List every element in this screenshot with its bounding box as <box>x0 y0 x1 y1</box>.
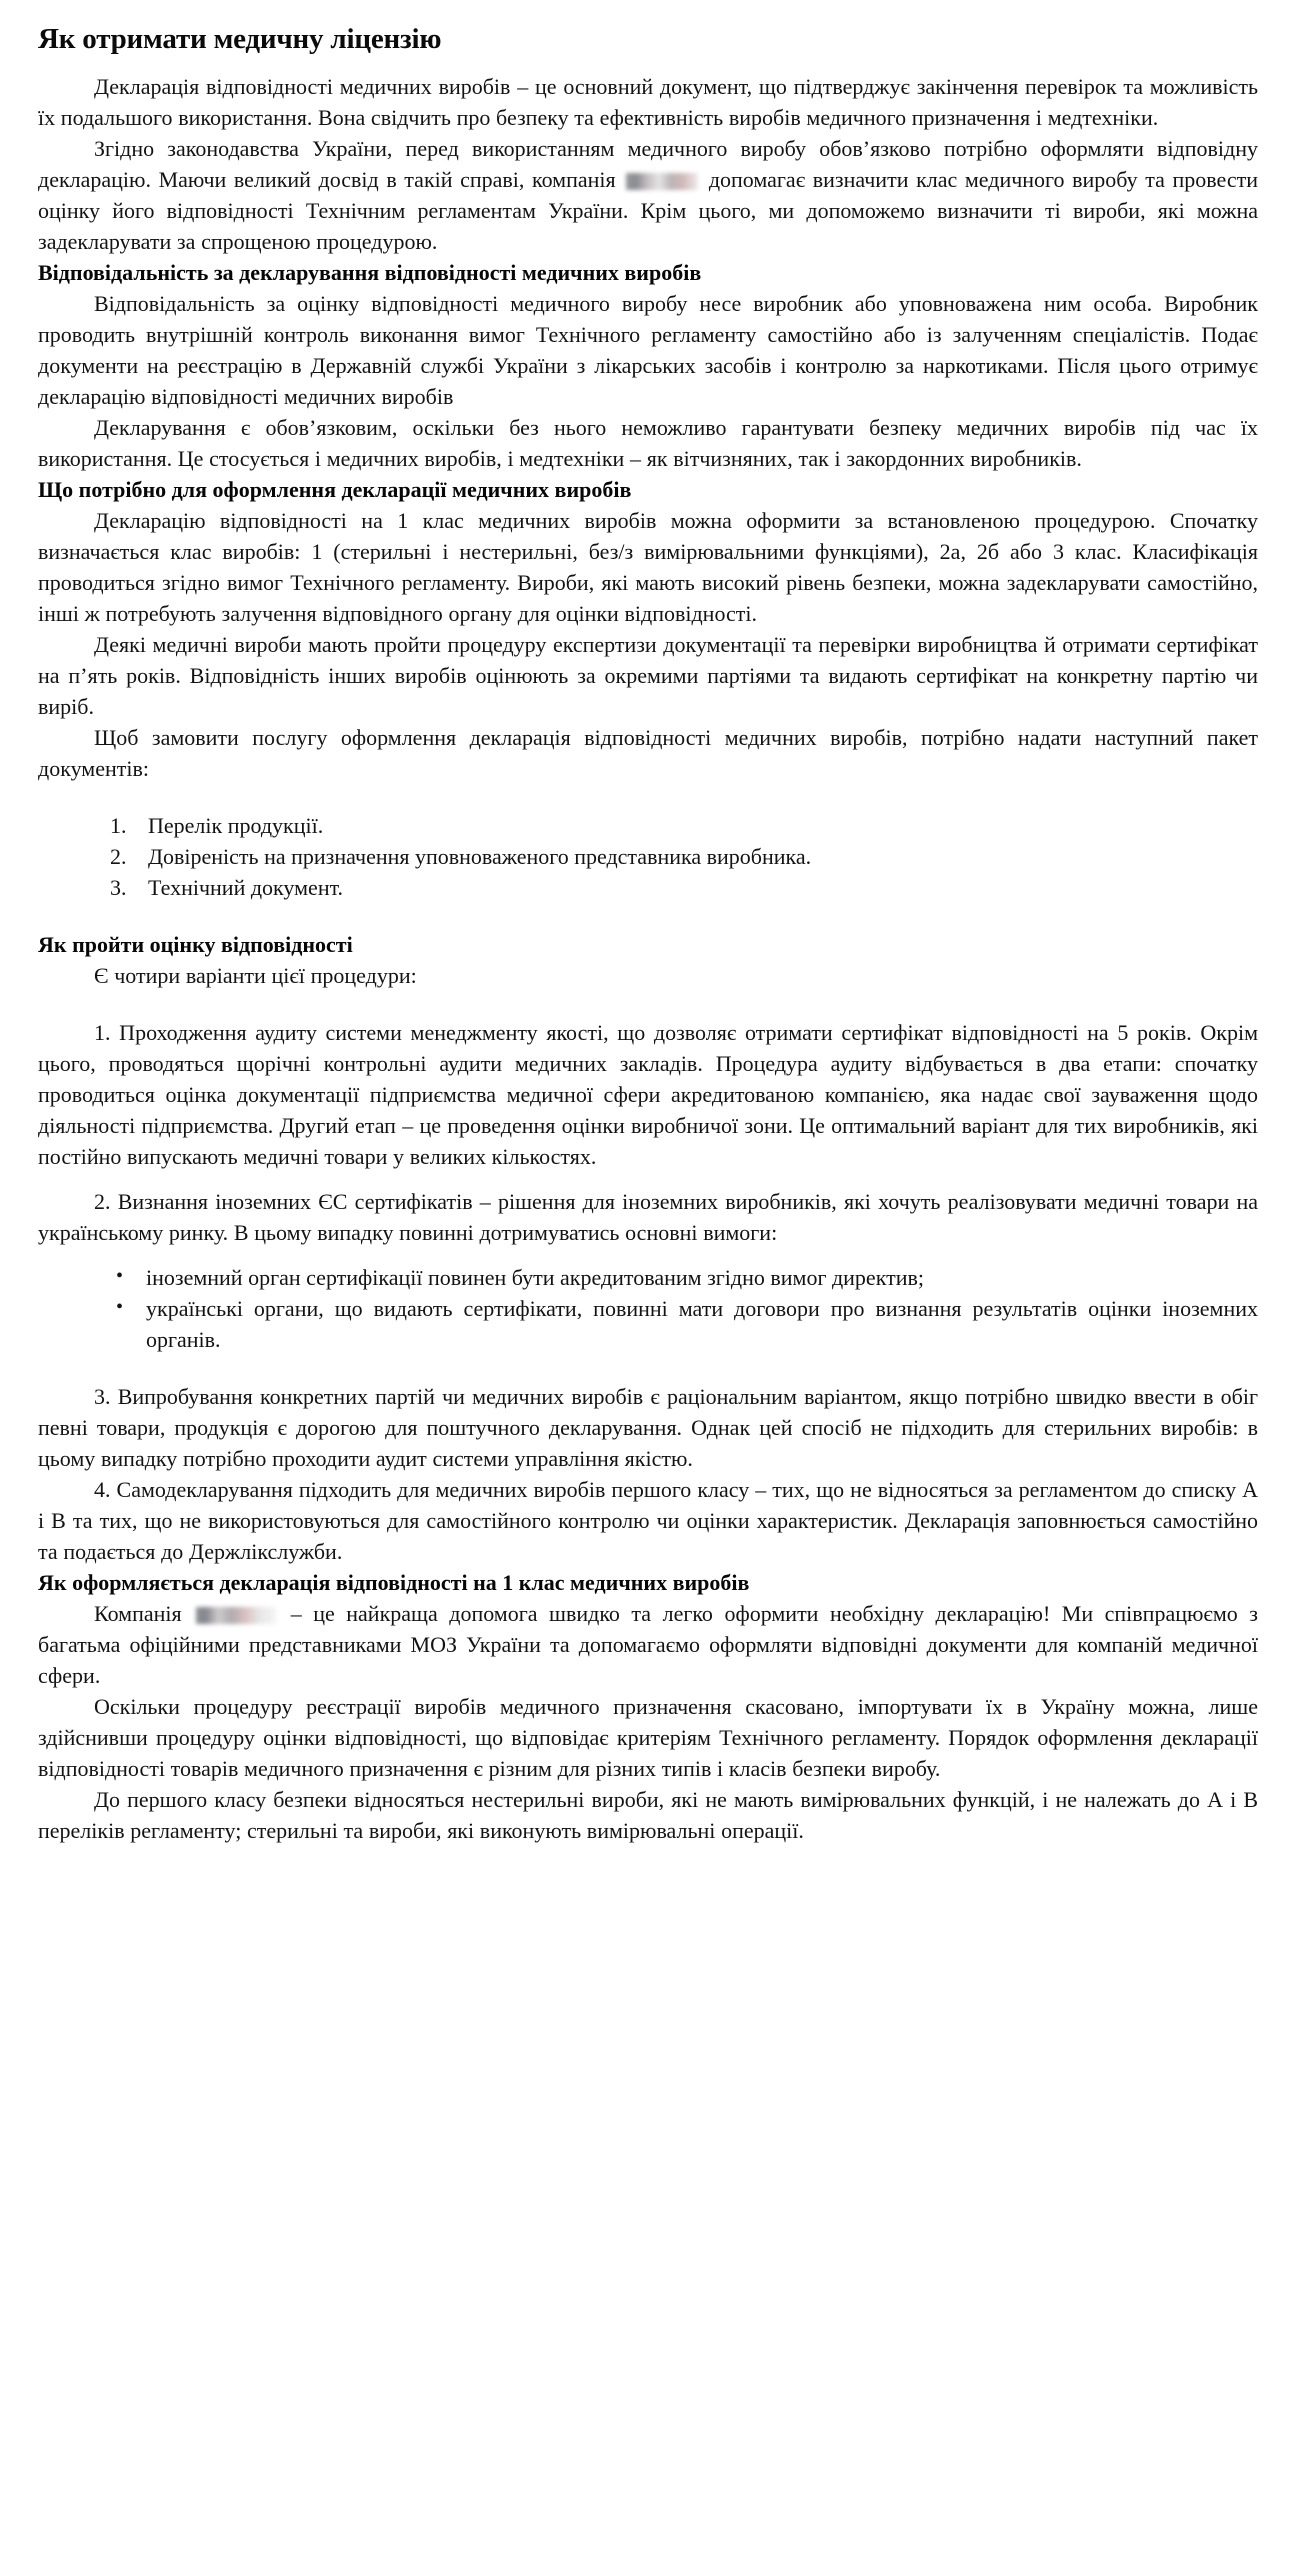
assessment-option-4: 4. Самодекларування підходить для медичних виробів першого класу – тих, що не відносяться за регламентом до списку А і В та тих, що не використовуються для самостійного контролю чи оцінки характеристик. Декларація заповнюється самостійно та подається до Держлікслужби. <box>38 1476 1258 1564</box>
heading-responsibility: Відповідальність за декларування відповідності медичних виробів <box>38 259 702 285</box>
assessment-option-2: 2. Визнання іноземних ЄС сертифікатів – рішення для іноземних виробників, які хочуть реалізовувати медичні товари на українському ринку. В цьому випадку повинні дотримуватись основні вимоги: <box>38 1188 1258 1245</box>
spacer <box>38 1248 1258 1262</box>
documents-list <box>38 810 1258 903</box>
page-title: Як отримати медичну ліцензію <box>38 23 442 55</box>
assessment-option-3: 3. Випробування конкретних партій чи медичних виробів є раціональним варіантом, якщо потрібно швидко ввести в обіг певні товари, продукція є дорогою для поштучного декларування. Однак цей спосіб не підходить для стерильних виробів: в цьому випадку потрібно проходити аудит системи управління якістю. <box>38 1383 1258 1471</box>
redaction-blur-icon <box>196 1607 276 1624</box>
intro-paragraph-1: Декларація відповідності медичних виробів – це основний документ, що підтверджує закінчення перевірок та можливість їх подальшого використання. Вона свідчить про безпеку та ефективність виробів медичного призначення і медтехніки. <box>38 73 1258 130</box>
requirements-paragraph-1: Декларацію відповідності на 1 клас медичних виробів можна оформити за встановленою процедурою. Спочатку визначається клас виробів: 1 (стерильні і нестерильні, без/з вимірювальними функціями), 2а, 2б або 3 клас. Класифікація проводиться згідно вимог Технічного регламенту. Вироби, які мають високий рівень безпеки, можна задекларувати самостійно, інші ж потребують залучення відповідного органу для оцінки відповідності. <box>38 507 1258 626</box>
redacted-company-name-2 <box>182 1601 291 1626</box>
processing-paragraph-1 <box>38 1598 1258 1691</box>
assessment-option-2-requirements <box>38 1262 1258 1355</box>
heading-processing: Як оформляється декларація відповідності на 1 клас медичних виробів <box>38 1569 750 1595</box>
list-item: Технічний документ. <box>148 874 344 900</box>
assessment-option-1: 1. Проходження аудиту системи менеджменту якості, що дозволяє отримати сертифікат відповідності на 5 років. Окрім цього, проводяться щорічні контрольні аудити медичних закладів. Процедура аудиту відбувається в два етапи: спочатку проводиться оцінка документації підприємства медичної сфери акредитованою компанією, яка надає свої зауваження щодо діяльності підприємства. Другий етап – це проведення оцінки виробничої зони. Це оптимальний варіант для тих виробників, які постійно випускають медичні товари у великих кількостях. <box>38 1019 1258 1169</box>
assessment-intro: Є чотири варіанти цієї процедури: <box>94 962 417 988</box>
spacer <box>38 903 1258 929</box>
requirements-paragraph-3: Щоб замовити послугу оформлення декларація відповідності медичних виробів, потрібно надати наступний пакет документів: <box>38 724 1258 781</box>
processing-paragraph-1-text-before: Компанія <box>94 1600 182 1626</box>
heading-requirements: Що потрібно для оформлення декларації медичних виробів <box>38 476 632 502</box>
spacer <box>38 1172 1258 1186</box>
intro-paragraph-2-text-before: Згідно законодавства України, перед використанням медичного виробу обов’язково потрібно оформляти відповідну декларацію. Маючи великий досвід в такій справі, компанія <box>38 135 1258 192</box>
list-item: Перелік продукції. <box>148 812 324 838</box>
heading-assessment: Як пройти оцінку відповідності <box>38 931 353 957</box>
redacted-company-name-1 <box>616 167 709 192</box>
list-item: • українські органи, що видають сертифікати, повинні мати договори про визнання результатів оцінки іноземних органів. <box>38 1293 1258 1355</box>
spacer <box>38 1355 1258 1381</box>
spacer <box>38 991 1258 1017</box>
responsibility-paragraph-1: Відповідальність за оцінку відповідності медичного виробу несе виробник або уповноважена ним особа. Виробник проводить внутрішній контроль виконання вимог Технічного регламенту самостійно або із залученням спеціалістів. Подає документи на реєстрацію в Державній службі України з лікарських засобів і контролю за наркотиками. Після цього отримує декларацію відповідності медичних виробів <box>38 290 1258 409</box>
requirements-paragraph-2: Деякі медичні вироби мають пройти процедуру експертизи документації та перевірки виробництва й отримати сертифікат на п’ять років. Відповідність інших виробів оцінюють за окремими партіями та видають сертифікат на конкретну партію чи виріб. <box>38 631 1258 719</box>
processing-paragraph-2: Оскільки процедуру реєстрації виробів медичного призначення скасовано, імпортувати їх в Україну можна, лише здійснивши процедуру оцінки відповідності, що відповідає критеріям Технічного регламенту. Порядок оформлення декларації відповідності товарів медичного призначення є різним для різних типів і класів безпеки виробу. <box>38 1693 1258 1781</box>
redaction-blur-icon <box>626 173 698 190</box>
spacer <box>38 784 1258 810</box>
processing-paragraph-1-text-after: – це найкраща допомога швидко та легко оформити необхідну декларацію! Ми співпрацюємо з багатьма офіційними представниками МОЗ України та допомагаємо оформляти відповідні документи для компаній медичної сфери. <box>38 1600 1259 1688</box>
processing-paragraph-3: До першого класу безпеки відносяться нестерильні вироби, які не мають вимірювальних функцій, і не належать до А і В переліків регламенту; стерильні та вироби, які виконують вимірювальні операції. <box>38 1786 1258 1843</box>
responsibility-paragraph-2: Декларування є обов’язковим, оскільки без нього неможливо гарантувати безпеку медичних виробів під час їх використання. Це стосується і медичних виробів, і медтехніки – як вітчизняних, так і закордонних виробників. <box>38 414 1258 471</box>
intro-paragraph-2 <box>38 133 1258 257</box>
list-item: • іноземний орган сертифікації повинен бути акредитованим згідно вимог директив; <box>38 1262 1258 1293</box>
intro-paragraph-2-text-after: допомагає визначити клас медичного виробу та провести оцінку його відповідності Технічним регламентам України. Крім цього, ми допоможемо визначити ті вироби, які можна задекларувати за спрощеною процедурою. <box>38 166 1258 254</box>
list-item: Довіреність на призначення уповноваженого представника виробника. <box>148 843 812 869</box>
